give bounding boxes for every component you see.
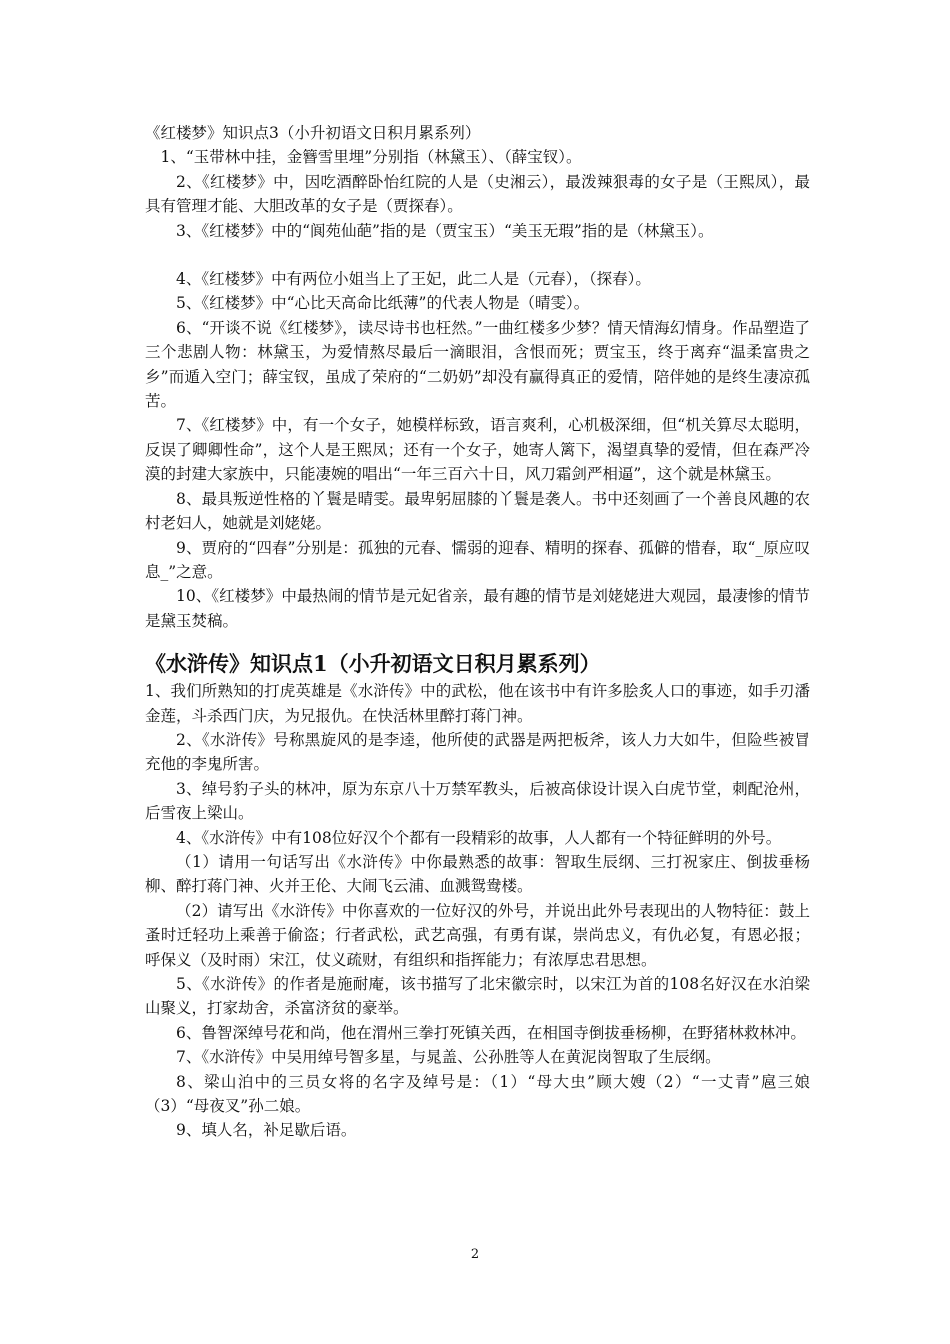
list-item: 8、最具叛逆性格的丫鬟是晴雯。最卑躬屈膝的丫鬟是袭人。书中还刻画了一个善良风趣的农村老妇人，她就是刘姥姥。 [145, 489, 810, 533]
list-item: 10、《红楼梦》中最热闹的情节是元妃省亲，最有趣的情节是刘姥姥进大观园，最凄惨的情节是黛玉焚稿。 [145, 587, 810, 630]
list-item: 9、填人名，补足歇后语。 [176, 1121, 357, 1140]
section-title-shuihuzhuan: 《水浒传》知识点1（小升初语文日积月累系列） [145, 651, 601, 677]
list-item: 6、“开谈不说《红楼梦》，读尽诗书也枉然。”一曲红楼多少梦？情天情海幻情身。作品塑造了三个悲剧人物：林黛玉，为爱情熬尽最后一滴眼泪，含恨而死；贾宝玉，终于离弃“温柔富贵之乡”而遁入空门；薛宝钗，虽成了荣府的“二奶奶”却没有赢得真正的爱情，陪伴她的是终生凄凉孤苦。 [145, 318, 810, 411]
list-item: 4、《水浒传》中有108位好汉个个都有一段精彩的故事，人人都有一个特征鲜明的外号。 [176, 828, 782, 847]
list-item: 3、绰号豹子头的林冲，原为东京八十万禁军教头，后被高俅设计误入白虎节堂，刺配沧州，后雪夜上梁山。 [145, 779, 810, 823]
section-title-hongloumeng: 《红楼梦》知识点3（小升初语文日积月累系列） [145, 124, 481, 142]
list-item: 4、《红楼梦》中有两位小姐当上了王妃，此二人是（元春），（探春）。 [176, 270, 651, 289]
list-item: 1、“玉带林中挂，金簪雪里埋”分别指（林黛玉）、（薛宝钗）。 [160, 148, 582, 167]
list-item: 7、《水浒传》中吴用绰号智多星，与晁盖、公孙胜等人在黄泥岗智取了生辰纲。 [176, 1048, 721, 1067]
list-item: 5、《红楼梦》中“心比天高命比纸薄”的代表人物是（晴雯）。 [176, 294, 590, 313]
list-item: 2、《水浒传》号称黑旋风的是李逵，他所使的武器是两把板斧，该人力大如牛，但险些被冒充他的李鬼所害。 [145, 730, 810, 774]
list-item: 8、梁山泊中的三员女将的名字及绰号是：（1）“母大虫”顾大嫂（2）“一丈青”扈三娘（3）“母夜叉”孙二娘。 [145, 1072, 810, 1116]
list-item: 1、我们所熟知的打虎英雄是《水浒传》中的武松，他在该书中有许多脍炙人口的事迹，如手刃潘金莲，斗杀西门庆，为兄报仇。在快活林里醉打蒋门神。 [145, 682, 810, 725]
list-item: （2）请写出《水浒传》中你喜欢的一位好汉的外号，并说出此外号表现出的人物特征：鼓上蚤时迁轻功上乘善于偷盗；行者武松，武艺高强，有勇有谋，崇尚忠义，有仇必复，有恩必报；呼保义（及时雨）宋江，仗义疏财，有组织和指挥能力；有浓厚忠君思想。 [145, 901, 810, 969]
list-item: 6、鲁智深绰号花和尚，他在渭州三拳打死镇关西，在相国寺倒拔垂杨柳，在野猪林救林冲。 [176, 1023, 806, 1042]
page-content [145, 121, 810, 1143]
list-item: （1）请用一句话写出《水浒传》中你最熟悉的故事：智取生辰纲、三打祝家庄、倒拔垂杨柳、醉打蒋门神、火并王伦、大闹飞云浦、血溅鸳鸯楼。 [145, 852, 810, 896]
list-item: 2、《红楼梦》中，因吃酒醉卧怡红院的人是（史湘云），最泼辣狠毒的女子是（王熙凤），最具有管理才能、大胆改革的女子是（贾探春）。 [145, 172, 810, 216]
spacer [145, 243, 810, 267]
list-item: 5、《水浒传》的作者是施耐庵，该书描写了北宋徽宗时，以宋江为首的108名好汉在水泊梁山聚义，打家劫舍，杀富济贫的豪举。 [145, 975, 810, 1018]
list-item: 9、贾府的“四春”分别是：孤独的元春、懦弱的迎春、精明的探春、孤僻的惜春，取“_原应叹息_”之意。 [145, 538, 810, 581]
list-item: 3、《红楼梦》中的“阆苑仙葩”指的是（贾宝玉）“美玉无瑕”指的是（林黛玉）。 [176, 221, 714, 240]
page-number: 2 [470, 1247, 480, 1262]
list-item: 7、《红楼梦》中，有一个女子，她模样标致，语言爽利，心机极深细，但“机关算尽太聪明，反误了卿卿性命”，这个人是王熙凤；还有一个女子，她寄人篱下，渴望真挚的爱情，但在森严冷漠的封建大家族中，只能凄婉的唱出“一年三百六十日，风刀霜剑严相逼”，这个就是林黛玉。 [145, 416, 810, 484]
